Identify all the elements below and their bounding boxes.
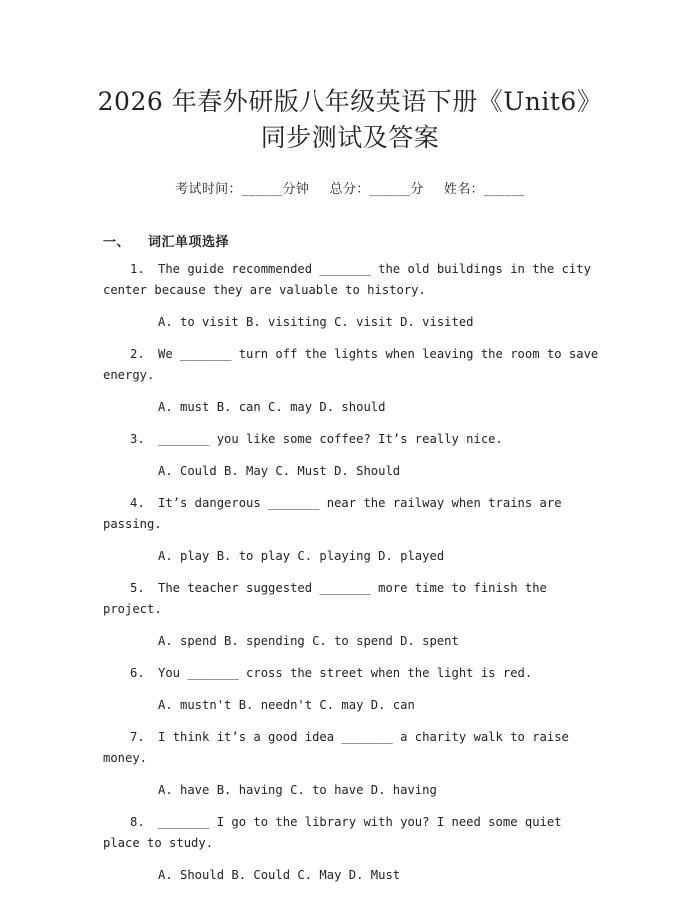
section-number: 一、 bbox=[103, 235, 131, 250]
question-number: 3. bbox=[130, 432, 145, 446]
question-item bbox=[103, 259, 603, 333]
question-options: A. have B. having C. to have D. having bbox=[158, 783, 437, 797]
question-number: 7. bbox=[130, 730, 145, 744]
question-number: 6. bbox=[130, 666, 145, 680]
title-line-2: 同步测试及答案 bbox=[260, 123, 440, 152]
question-item bbox=[103, 429, 603, 482]
question-text: _______ you like some coffee? It’s really nice. bbox=[158, 432, 503, 446]
question-stem bbox=[103, 493, 603, 535]
question-number: 1. bbox=[130, 262, 145, 276]
question-options: A. to visit B. visiting C. visit D. visited bbox=[158, 315, 474, 329]
question-number: 5. bbox=[130, 581, 145, 595]
question-text: _______ I go to the library with you? I need some quiet place to study. bbox=[103, 815, 562, 850]
question-options: A. play B. to play C. playing D. played bbox=[158, 549, 445, 563]
section-heading bbox=[103, 231, 229, 250]
question-item bbox=[103, 727, 603, 801]
question-number: 8. bbox=[130, 815, 145, 829]
question-item bbox=[103, 812, 603, 886]
question-list bbox=[103, 259, 603, 897]
exam-total-score: 总分：______分 bbox=[329, 182, 424, 197]
exam-info bbox=[0, 178, 700, 197]
document-title bbox=[0, 0, 700, 156]
question-item bbox=[103, 663, 603, 716]
question-text: I think it’s a good idea _______ a charity walk to raise money. bbox=[103, 730, 569, 765]
question-text: It’s dangerous _______ near the railway when trains are passing. bbox=[103, 496, 562, 531]
title-line-1: 2026 年春外研版八年级英语下册《Unit6》 bbox=[97, 87, 603, 116]
question-stem bbox=[103, 429, 603, 450]
question-text: The teacher suggested _______ more time to finish the project. bbox=[103, 581, 547, 616]
question-options: A. spend B. spending C. to spend D. spent bbox=[158, 634, 459, 648]
question-stem bbox=[103, 812, 603, 854]
question-text: We _______ turn off the lights when leaving the room to save energy. bbox=[103, 347, 599, 382]
question-stem bbox=[103, 663, 603, 684]
question-stem bbox=[103, 578, 603, 620]
question-options: A. Should B. Could C. May D. Must bbox=[158, 868, 401, 882]
question-stem bbox=[103, 727, 603, 769]
question-stem bbox=[103, 259, 603, 301]
question-number: 2. bbox=[130, 347, 145, 361]
question-item bbox=[103, 493, 603, 567]
question-options: A. Could B. May C. Must D. Should bbox=[158, 464, 401, 478]
question-text: The guide recommended _______ the old buildings in the city center because they are valuable to history. bbox=[103, 262, 591, 297]
question-options: A. mustn't B. needn't C. may D. can bbox=[158, 698, 415, 712]
question-item bbox=[103, 578, 603, 652]
section-title: 词汇单项选择 bbox=[148, 235, 230, 250]
question-options: A. must B. can C. may D. should bbox=[158, 400, 386, 414]
question-stem bbox=[103, 344, 603, 386]
question-text: You _______ cross the street when the light is red. bbox=[158, 666, 533, 680]
exam-time: 考试时间：______分钟 bbox=[175, 182, 310, 197]
question-item bbox=[103, 344, 603, 418]
question-number: 4. bbox=[130, 496, 145, 510]
exam-name: 姓名：______ bbox=[444, 182, 525, 197]
